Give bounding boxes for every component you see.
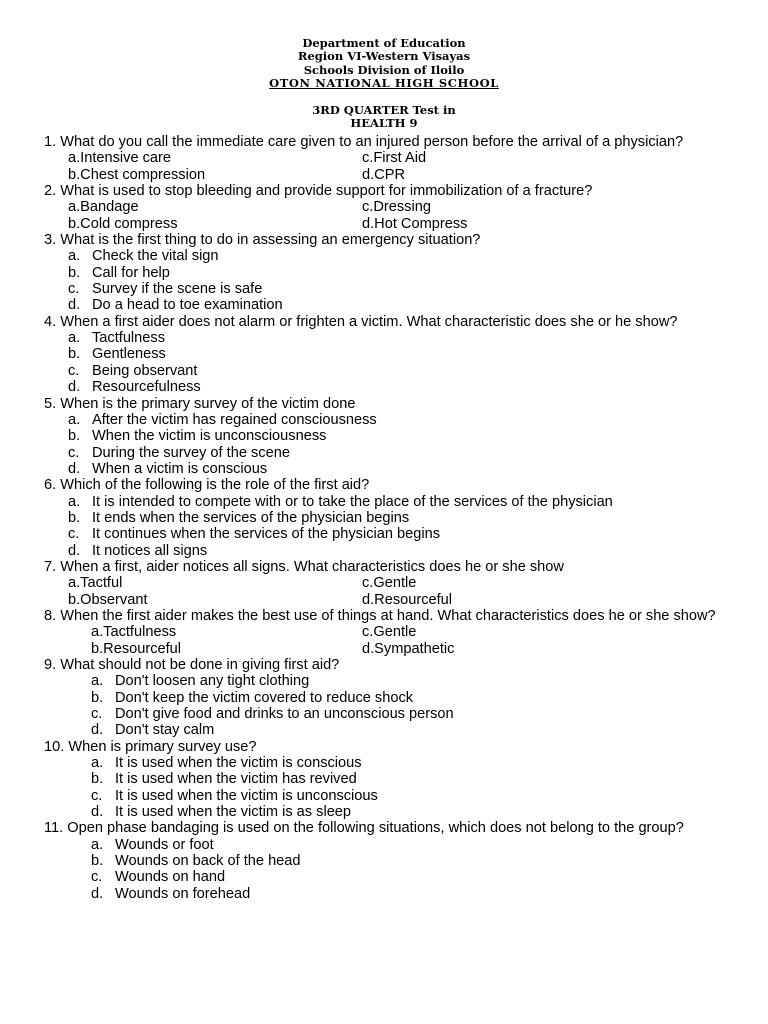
option-a: a. Tactful <box>68 575 123 592</box>
option-d: d. Don't stay calm <box>91 722 215 739</box>
option-b: b. Cold compress <box>68 215 178 232</box>
option-a: a. Check the vital sign <box>68 248 219 265</box>
option-a: a. Tactfulness <box>91 624 177 641</box>
option-b: b. Wounds on back of the head <box>91 853 301 870</box>
question-text: 5. When is the primary survey of the victim done <box>44 395 356 412</box>
option-b: b. Gentleness <box>68 346 166 363</box>
option-b: b. Call for help <box>68 264 170 281</box>
option-d: d. Sympathetic <box>362 640 455 657</box>
option-d: d. Resourceful <box>362 591 453 608</box>
option-d: d. Do a head to toe examination <box>68 297 283 314</box>
option-c: c. During the survey of the scene <box>68 444 290 461</box>
test-title: 3RD QUARTER Test in <box>312 102 456 117</box>
question-4 <box>44 314 724 396</box>
question-text: 10. When is primary survey use? <box>44 738 257 755</box>
option-b: b. When the victim is unconsciousness <box>68 428 327 445</box>
question-9 <box>44 657 724 739</box>
option-a: a. Bandage <box>68 199 139 216</box>
question-8 <box>44 608 724 657</box>
header-school: OTON NATIONAL HIGH SCHOOL <box>269 76 499 91</box>
question-1 <box>44 134 724 183</box>
question-text: 2. What is used to stop bleeding and provide support for immobilization of a fracture? <box>44 183 593 200</box>
option-c: c. Don't give food and drinks to an unconscious person <box>91 706 454 723</box>
question-7 <box>44 559 724 608</box>
question-text: 1. What do you call the immediate care given to an injured person before the arrival of a physician? <box>44 134 684 150</box>
question-11 <box>44 820 724 902</box>
question-text: 3. What is the first thing to do in assessing an emergency situation? <box>44 232 481 249</box>
header-division: Schools Division of Iloilo <box>303 62 465 77</box>
option-c: c. It continues when the services of the physician begins <box>68 526 441 543</box>
option-c: c. Dressing <box>362 199 431 216</box>
option-b: b. Resourceful <box>91 640 182 657</box>
header-region: Region VI-Western Visayas <box>297 49 471 64</box>
option-c: c. Being observant <box>68 362 198 379</box>
option-a: a. Wounds or foot <box>91 836 214 853</box>
option-b: b. It is used when the victim has revived <box>91 771 357 788</box>
document-header <box>0 37 768 130</box>
option-d: d. Resourcefulness <box>68 379 201 396</box>
option-b: b. Chest compression <box>68 166 206 183</box>
question-2 <box>44 183 724 232</box>
question-text: 11. Open phase bandaging is used on the following situations, which does not belong to the group? <box>44 820 684 837</box>
option-a: a. Intensive care <box>68 150 172 167</box>
question-list <box>44 134 724 902</box>
question-text: 9. What should not be done in giving first aid? <box>44 657 340 673</box>
option-c: c. Wounds on hand <box>91 869 226 886</box>
option-d: d. Hot Compress <box>362 215 468 232</box>
option-a: a. Tactfulness <box>68 330 166 347</box>
option-d: d. Wounds on forehead <box>91 885 251 902</box>
question-text: 8. When the first aider makes the best use of things at hand. What characteristics does he or she show? <box>44 607 716 624</box>
option-b: b. Observant <box>68 591 148 608</box>
option-a: a. It is intended to compete with or to take the place of the services of the physician <box>68 493 613 510</box>
question-10 <box>44 739 724 821</box>
question-text: 7. When a first, aider notices all signs. What characteristics does he or she show <box>44 558 564 575</box>
option-a: a. After the victim has regained consciousness <box>68 411 377 428</box>
option-a: a. It is used when the victim is conscious <box>91 755 362 772</box>
question-5 <box>44 396 724 478</box>
question-text: 6. Which of the following is the role of the first aid? <box>44 477 370 494</box>
option-c: c. Gentle <box>362 575 417 592</box>
option-d: d. CPR <box>362 166 405 183</box>
option-c: c. First Aid <box>362 150 427 167</box>
header-department: Department of Education <box>302 36 466 50</box>
option-c: c. Survey if the scene is safe <box>68 281 263 298</box>
question-3 <box>44 232 724 314</box>
option-b: b. It ends when the services of the physician begins <box>68 509 410 526</box>
option-c: c. Gentle <box>362 624 417 641</box>
question-text: 4. When a first aider does not alarm or frighten a victim. What characteristic does she or he show? <box>44 313 678 330</box>
option-d: d. It is used when the victim is as sleep <box>91 804 352 821</box>
option-d: d. When a victim is conscious <box>68 460 268 477</box>
question-6 <box>44 477 724 559</box>
option-b: b. Don't keep the victim covered to reduce shock <box>91 689 414 706</box>
option-d: d. It notices all signs <box>68 542 208 559</box>
option-c: c. It is used when the victim is unconscious <box>91 787 378 804</box>
option-a: a. Don't loosen any tight clothing <box>91 673 310 690</box>
test-subject: HEALTH 9 <box>350 116 418 131</box>
